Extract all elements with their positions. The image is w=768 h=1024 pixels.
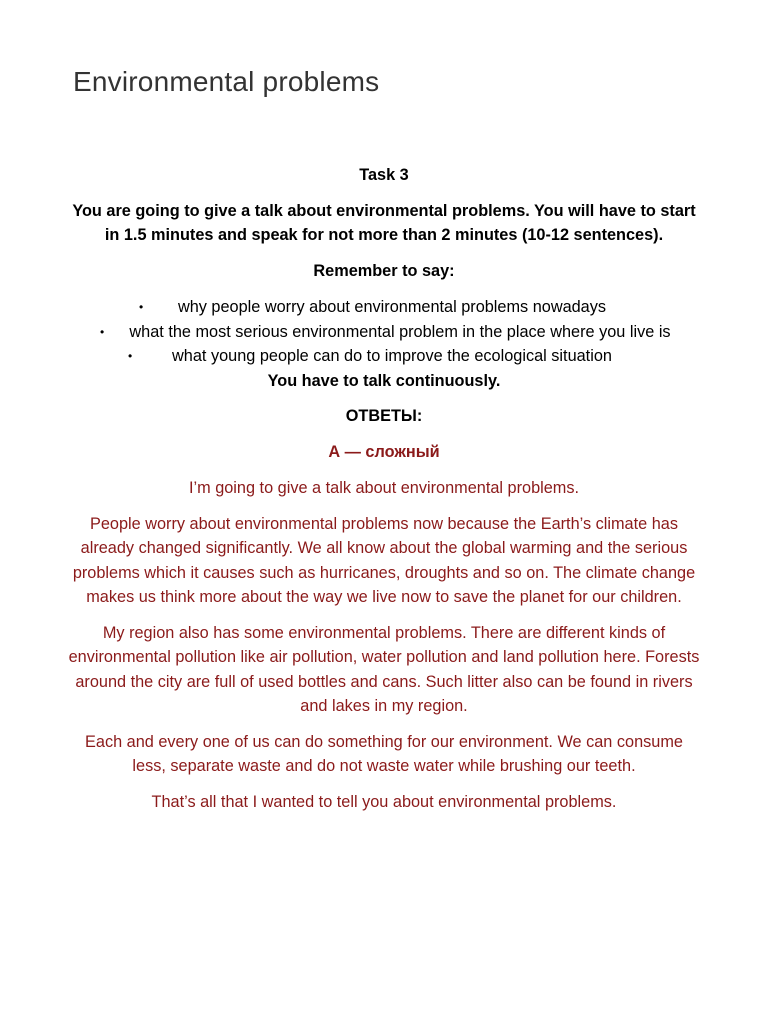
answer-paragraph: Each and every one of us can do something for our environment. We can consume less, separate waste and do not waste water while brushing our teeth. bbox=[85, 732, 683, 775]
task-label: Task 3 bbox=[359, 166, 409, 184]
bullet-list bbox=[68, 295, 700, 369]
answer-paragraph: People worry about environmental problems now because the Earth’s climate has already changed significantly. We all know about the global warming and the serious problems which it causes such as hurricanes, droughts and so on. The climate change makes us think more about the way we live now to save the planet for our children. bbox=[72, 514, 696, 606]
task-instructions: You are going to give a talk about environmental problems. You will have to start in 1.5 minutes and speak for not more than 2 minutes (10-12 sentences). bbox=[72, 201, 696, 244]
page-title: Environmental problems bbox=[73, 66, 380, 97]
remember-heading: Remember to say: bbox=[313, 261, 455, 280]
list-item bbox=[68, 344, 700, 369]
list-item bbox=[68, 295, 700, 320]
bullet-icon: • bbox=[128, 349, 133, 363]
answer-paragraph: My region also has some environmental problems. There are different kinds of environmental pollution like air pollution, water pollution and land pollution here. Forests around the city are full of used bottles and cans. Such litter also can be found in rivers and lakes in my region. bbox=[68, 623, 700, 715]
bullet-icon: • bbox=[100, 324, 105, 339]
variant-label: А — сложный bbox=[328, 442, 440, 461]
list-item-text: what the most serious environmental problem in the place where you live is bbox=[129, 322, 671, 341]
answer-paragraph: That’s all that I wanted to tell you about environmental problems. bbox=[151, 792, 617, 811]
answers-heading: ОТВЕТЫ: bbox=[345, 407, 423, 425]
answer-paragraph: I’m going to give a talk about environmental problems. bbox=[188, 479, 580, 497]
list-item bbox=[68, 320, 700, 345]
list-item-text: what young people can do to improve the ecological situation bbox=[172, 347, 612, 365]
bullet-icon: • bbox=[139, 300, 144, 314]
document-body bbox=[68, 163, 700, 825]
continuous-note: You have to talk continuously. bbox=[267, 371, 501, 390]
list-item-text: why people worry about environmental problems nowadays bbox=[177, 298, 607, 316]
